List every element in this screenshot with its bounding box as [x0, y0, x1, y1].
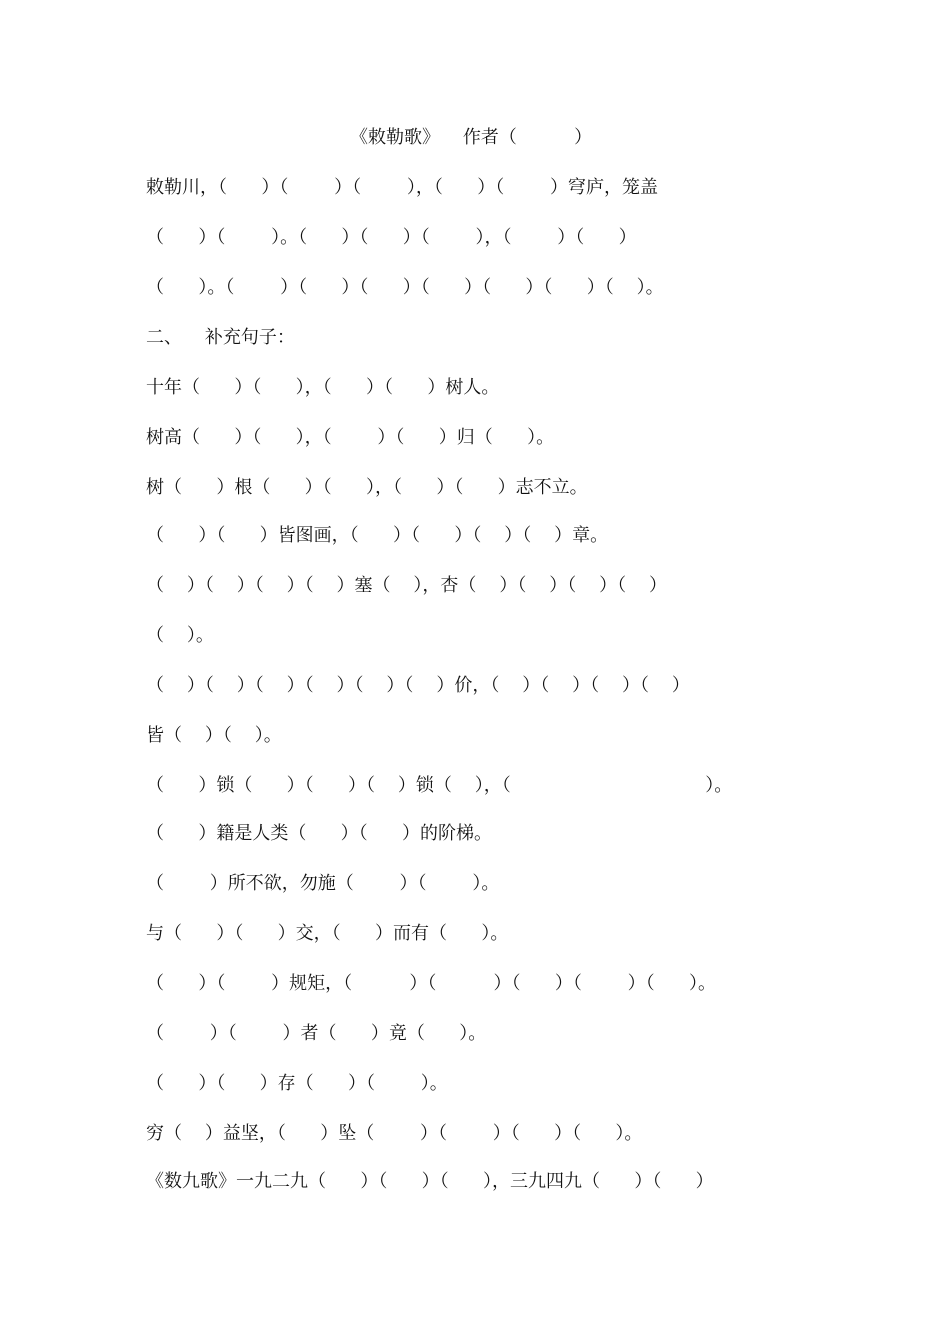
text-line: （ ）（ ）者（ ）竟（ ）。 — [146, 1023, 487, 1044]
text-line: （ ）（ ）（ ）（ ）塞（ ），杏（ ）（ ）（ ）（ ） — [146, 575, 667, 596]
section-heading: 二、 补充句子： — [146, 327, 295, 348]
text-line: 《数九歌》一九二九（ ）（ ）（ ），三九四九（ ）（ ） — [146, 1171, 714, 1192]
text-line: 树高（ ）（ ），（ ）（ ）归（ ）。 — [146, 427, 555, 448]
text-line: （ ）所不欲，勿施（ ）（ ）。 — [146, 873, 500, 894]
text-line: 树（ ）根（ ）（ ），（ ）（ ）志不立。 — [146, 477, 588, 498]
text-line: （ ）（ ）（ ）（ ）（ ）（ ）价，（ ）（ ）（ ）（ ） — [146, 675, 690, 696]
text-line: （ ）。（ ）（ ）（ ）（ ）（ ）（ ）（ ）。 — [146, 277, 664, 298]
poem-title: 《敕勒歌》 作者（ ） — [350, 127, 593, 148]
text-line: （ ）。 — [146, 625, 214, 646]
text-line: （ ）（ ）存（ ）（ ）。 — [146, 1073, 448, 1094]
text-line: （ ）（ ）规矩，（ ）（ ）（ ）（ ）（ ）。 — [146, 973, 716, 994]
text-line: （ ）锁（ ）（ ）（ ）锁（ ），（ ）。 — [146, 775, 733, 796]
text-line: 敕勒川，（ ）（ ）（ ），（ ）（ ）穹庐，笼盖 — [146, 177, 658, 198]
text-line: 皆（ ）（ ）。 — [146, 725, 282, 746]
text-line: （ ）籍是人类（ ）（ ）的阶梯。 — [146, 823, 492, 844]
text-line: 十年（ ）（ ），（ ）（ ）树人。 — [146, 377, 500, 398]
text-line: 与（ ）（ ）交，（ ）而有（ ）。 — [146, 923, 509, 944]
text-line: （ ）（ ）皆图画，（ ）（ ）（ ）（ ）章。 — [146, 525, 609, 546]
text-line: （ ）（ ）。（ ）（ ）（ ），（ ）（ ） — [146, 227, 637, 248]
text-line: 穷（ ）益坚，（ ）坠（ ）（ ）（ ）（ ）。 — [146, 1123, 643, 1144]
